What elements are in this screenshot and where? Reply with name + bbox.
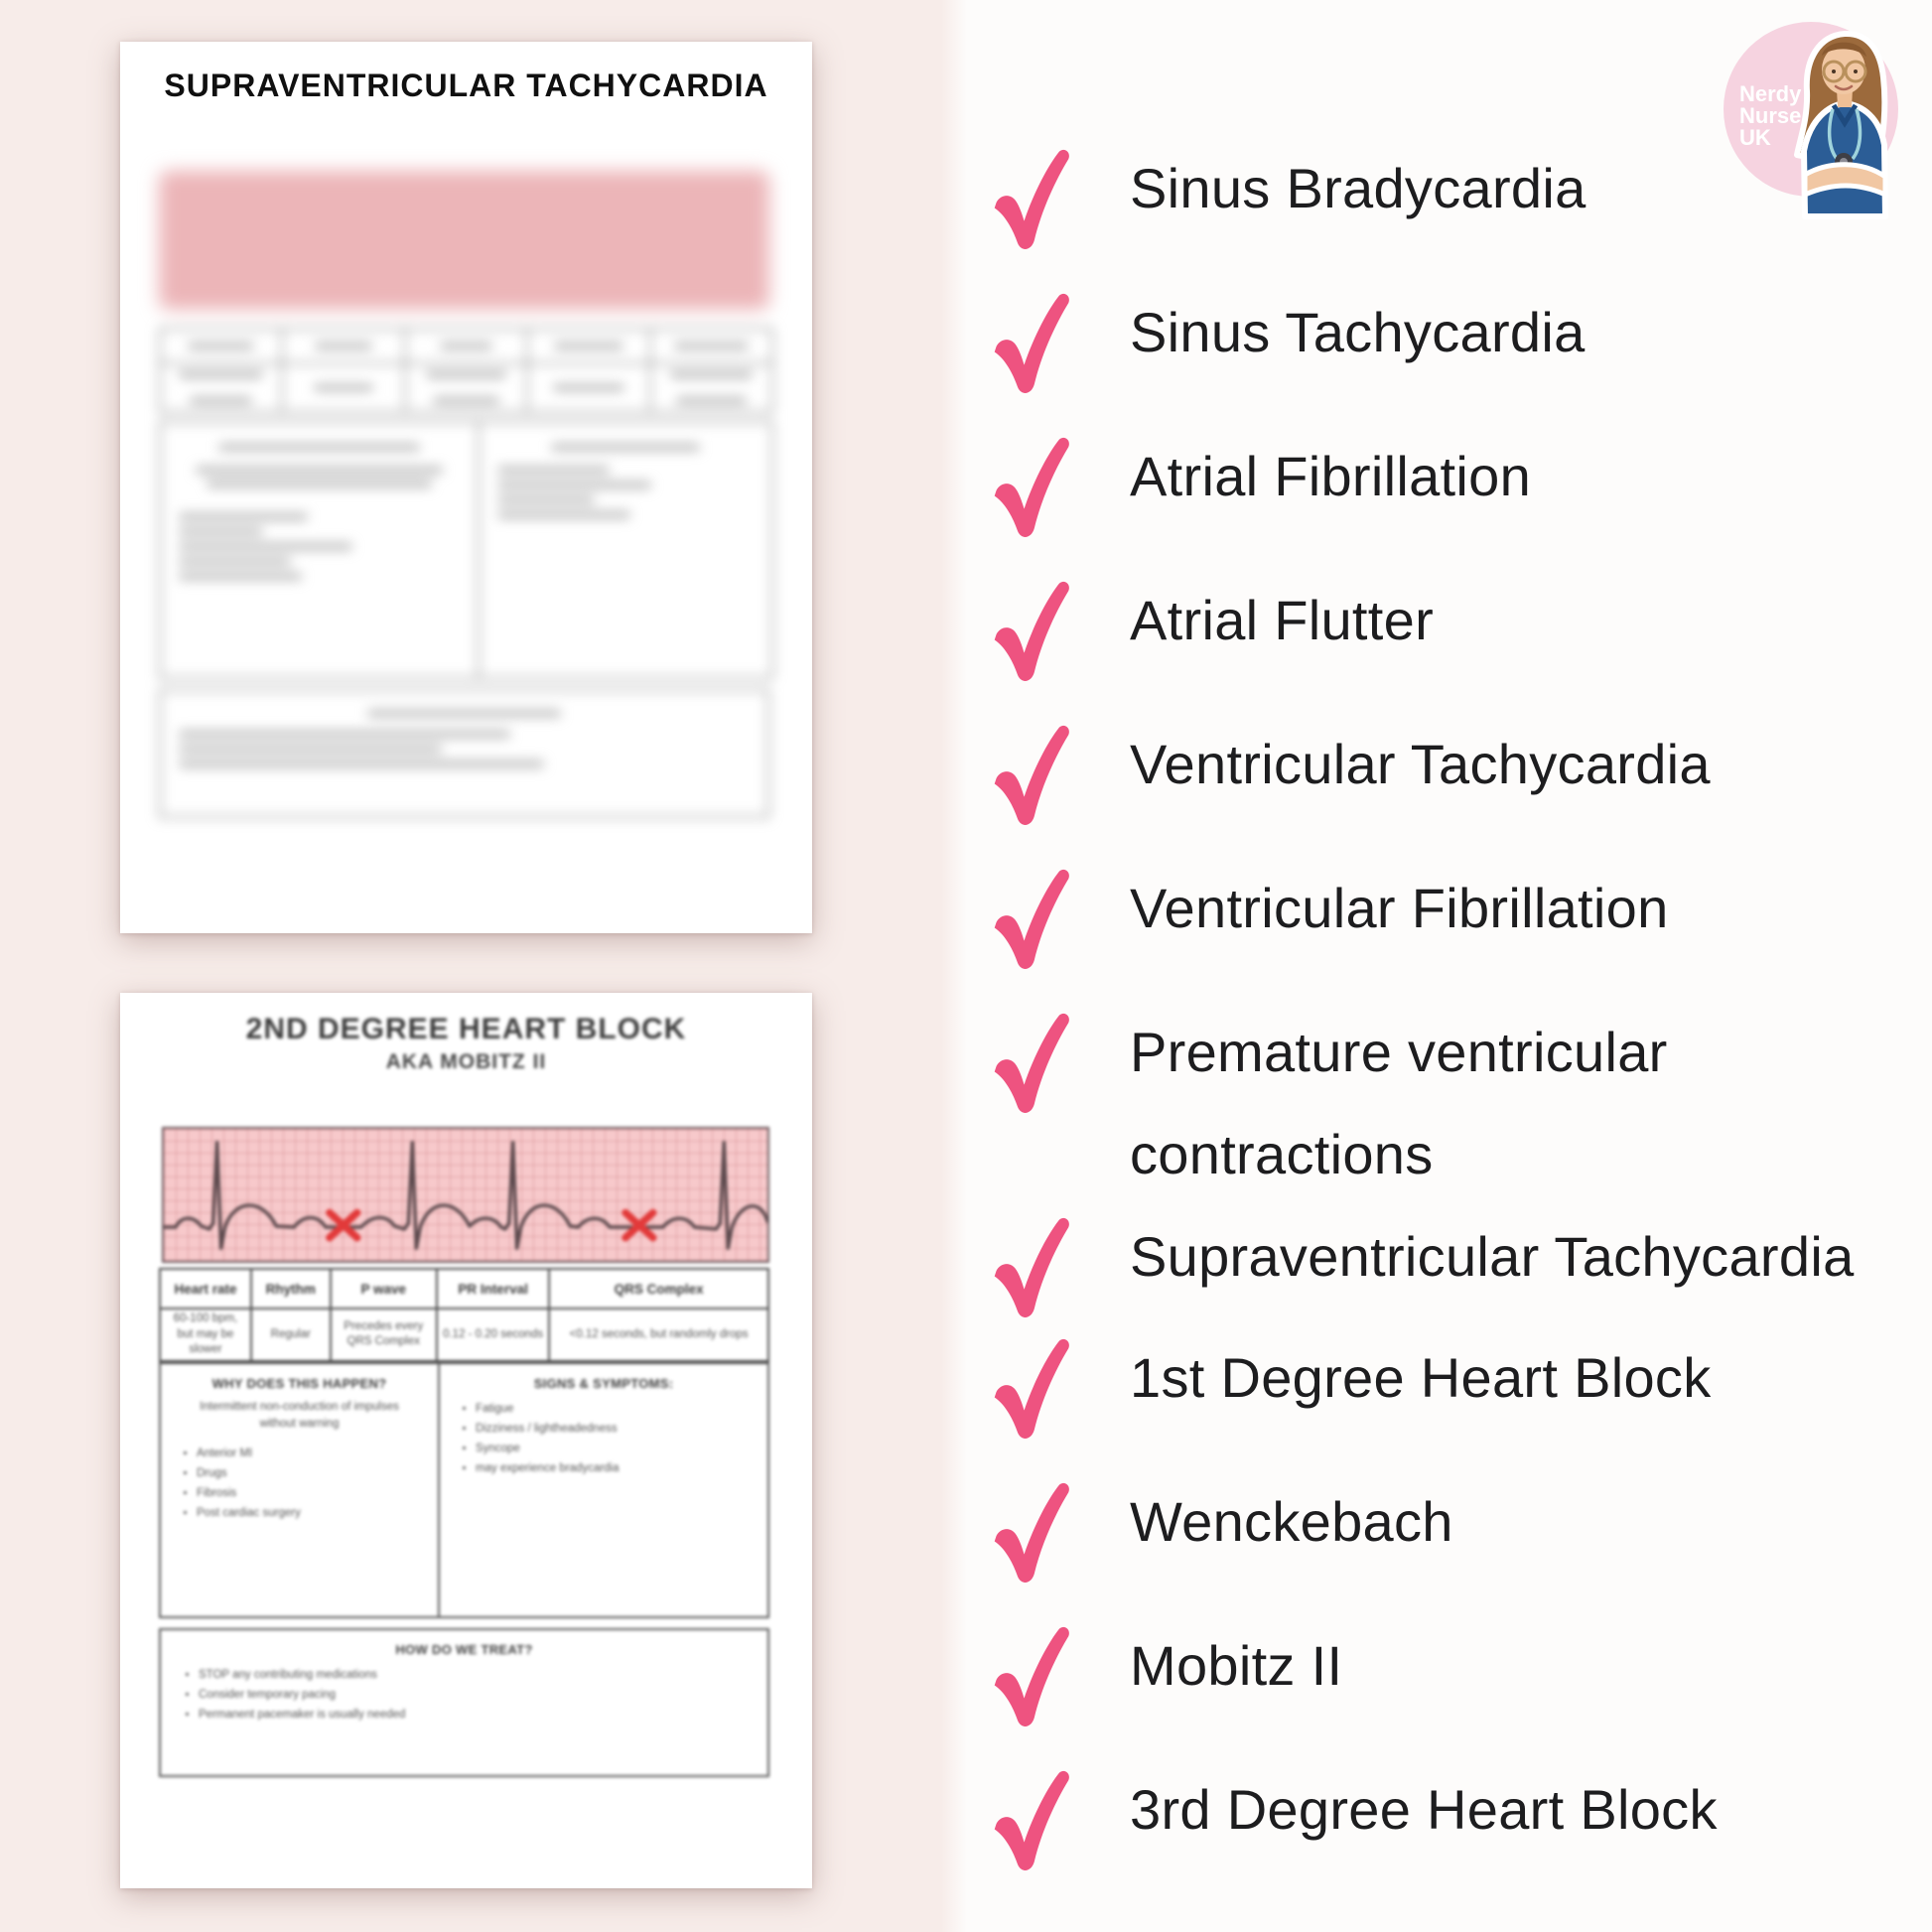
- checklist-item: [991, 281, 1864, 402]
- blurred-table: [159, 328, 773, 413]
- bullet-item: • Permanent pacemaker is usually needed: [199, 1705, 752, 1725]
- treatment-box-title: HOW DO WE TREAT?: [395, 1642, 533, 1657]
- bullet-item: • Fatigue: [476, 1399, 754, 1419]
- bullet-item: • Consider temporary pacing: [199, 1685, 752, 1705]
- signs-box-title: SIGNS & SYMPTOMS:: [533, 1376, 674, 1391]
- why-box-title: WHY DOES THIS HAPPEN?: [211, 1376, 387, 1391]
- bullet-item: • Syncope: [476, 1439, 754, 1458]
- checkmark-icon: [991, 1009, 1072, 1122]
- checklist-item: [991, 1205, 1864, 1326]
- table-value-cell: 0.12 - 0.20 seconds: [437, 1309, 549, 1361]
- table-header-cell: P wave: [331, 1269, 437, 1309]
- bullet-item: • Dizziness / lightheadedness: [476, 1419, 754, 1439]
- bullet-item: • STOP any contributing medications: [199, 1665, 752, 1685]
- dropped-beat-x-icon: [625, 1212, 653, 1237]
- brand-line-2: Nurse: [1739, 103, 1802, 128]
- brand-line-1: Nerdy: [1739, 81, 1802, 106]
- checklist-item-label: Mobitz II: [1130, 1634, 1343, 1697]
- checklist-item-label: Wenckebach: [1130, 1490, 1453, 1553]
- checklist-item: [991, 857, 1864, 978]
- table-value-cell: 60-100 bpm, but may be slower: [160, 1309, 251, 1361]
- checklist-item: [991, 1326, 1864, 1448]
- signs-box: [440, 1364, 767, 1616]
- checkmark-icon: [991, 145, 1072, 258]
- checklist-item-label: Ventricular Fibrillation: [1130, 877, 1669, 939]
- checklist-item-label: 3rd Degree Heart Block: [1130, 1778, 1718, 1841]
- checklist-item: [991, 1001, 1864, 1205]
- checklist-item-label: Supraventricular Tachycardia: [1130, 1225, 1855, 1288]
- blurred-treatment-box: [159, 689, 769, 818]
- checklist-item-label: Atrial Fibrillation: [1130, 445, 1532, 507]
- checkmark-icon: [991, 289, 1072, 402]
- table-header-cell: Heart rate: [160, 1269, 251, 1309]
- nerdy-nurse-uk-logo: [1688, 10, 1906, 220]
- checkmark-icon: [991, 865, 1072, 978]
- brand-line-3: UK: [1739, 125, 1771, 150]
- bullet-item: • may experience bradycardia: [476, 1458, 754, 1478]
- mobitz-sheet-subtitle: AKA MOBITZ II: [385, 1050, 547, 1073]
- table-value-cell: <0.12 seconds, but randomly drops: [549, 1309, 768, 1361]
- background-gradient-divider: [941, 0, 967, 1932]
- why-box-intro: Intermittent non-conduction of impulses without warning: [200, 1401, 399, 1431]
- bullet-item: • Drugs: [197, 1463, 424, 1483]
- why-box: [161, 1364, 440, 1616]
- checklist-item-label: Premature ventricular contractions: [1130, 1021, 1668, 1185]
- bullet-item: • Anterior MI: [197, 1444, 424, 1463]
- checkmark-icon: [991, 1334, 1072, 1448]
- dropped-beat-x-icon: [330, 1212, 357, 1237]
- checklist-item: [991, 1470, 1864, 1591]
- table-value-cell: Precedes every QRS Complex: [331, 1309, 437, 1361]
- ecg-strip: [162, 1127, 769, 1263]
- table-header-cell: Rhythm: [251, 1269, 331, 1309]
- mobitz-sheet-title: 2ND DEGREE HEART BLOCK: [245, 1013, 687, 1045]
- rhythm-criteria-table: [159, 1268, 769, 1362]
- checkmark-icon: [991, 577, 1072, 690]
- mobitz-sheet-page: [120, 993, 812, 1888]
- checklist-item: [991, 425, 1864, 546]
- checklist-item: [991, 713, 1864, 834]
- checklist-item-label: Sinus Tachycardia: [1130, 301, 1586, 363]
- bullet-item: • Post cardiac surgery: [197, 1503, 424, 1523]
- svt-sheet-page: [120, 42, 812, 933]
- checklist-item-label: Sinus Bradycardia: [1130, 157, 1587, 219]
- bullet-item: • Fibrosis: [197, 1483, 424, 1503]
- table-header-cell: QRS Complex: [549, 1269, 768, 1309]
- rhythm-checklist: [991, 137, 1864, 1902]
- checklist-item-label: Atrial Flutter: [1130, 589, 1435, 651]
- checkmark-icon: [991, 433, 1072, 546]
- checklist-item: [991, 1758, 1864, 1879]
- table-header-cell: PR Interval: [437, 1269, 549, 1309]
- nurse-avatar-icon: [1688, 10, 1906, 220]
- table-value-cell: Regular: [251, 1309, 331, 1361]
- blurred-ecg-strip: [159, 171, 769, 310]
- checkmark-icon: [991, 1478, 1072, 1591]
- checklist-item: [991, 1614, 1864, 1735]
- checkmark-icon: [991, 1622, 1072, 1735]
- checklist-item-label: Ventricular Tachycardia: [1130, 733, 1711, 795]
- svt-sheet-title: SUPRAVENTRICULAR TACHYCARDIA: [164, 68, 768, 103]
- checkmark-icon: [991, 1766, 1072, 1879]
- checklist-item: [991, 569, 1864, 690]
- checkmark-icon: [991, 721, 1072, 834]
- treatment-box: [159, 1628, 769, 1777]
- ecg-waveform-icon: [164, 1129, 767, 1261]
- checkmark-icon: [991, 1213, 1072, 1326]
- blurred-info-boxes: [159, 421, 773, 679]
- checklist-item-label: 1st Degree Heart Block: [1130, 1346, 1712, 1409]
